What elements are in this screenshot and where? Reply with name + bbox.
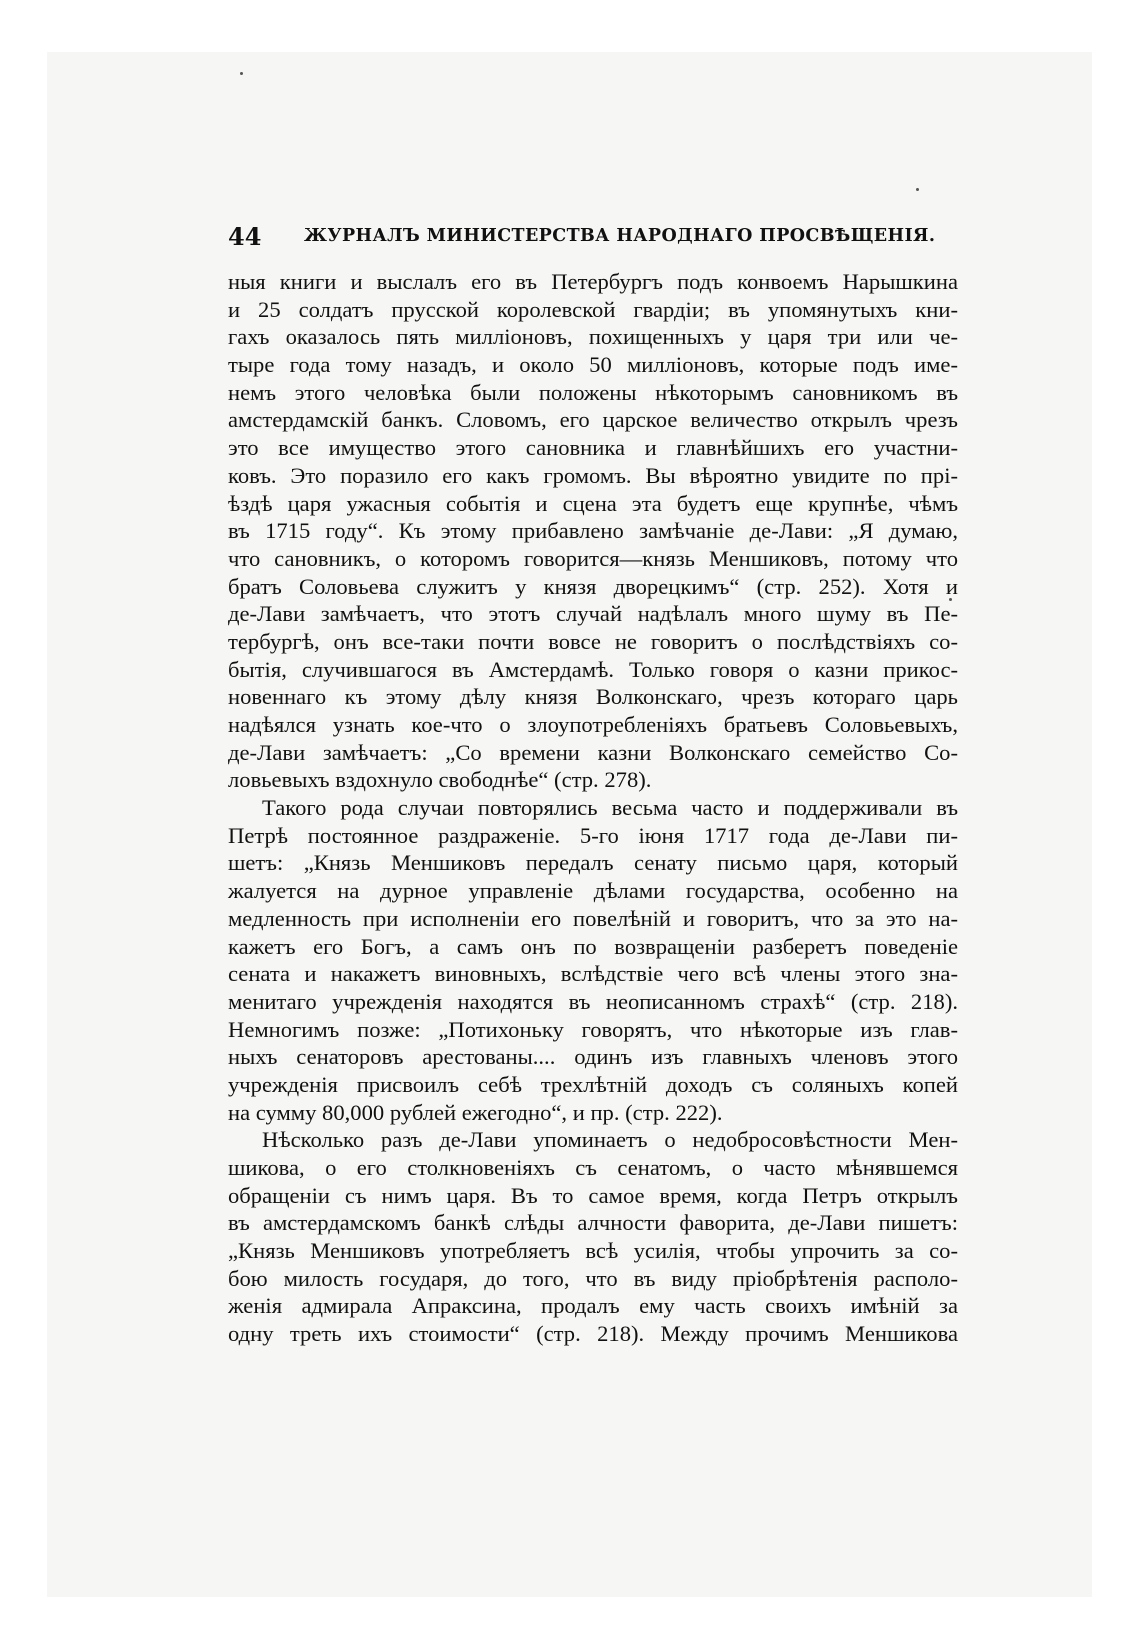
text-line: въ 1715 году“. Къ этому прибавлено замѣчаніе де-Лави: „Я думаю, [228,518,958,544]
text-line: жалуется на дурное управленіе дѣлами государства, особенно на [228,878,958,904]
text-line: на сумму 80,000 рублей ежегодно“, и пр. (стр. 222). [228,1099,723,1125]
text-line: Нѣсколько разъ де-Лави упоминаетъ о недобросовѣстности Мен- [262,1127,958,1153]
paragraph [228,794,958,1126]
text-line: гахъ оказалось пять милліоновъ, похищенныхъ у царя три или че- [228,324,958,350]
text-line: и 25 солдатъ прусской королевской гвардіи; въ упомянутыхъ кни- [228,296,958,322]
paragraph [228,268,958,794]
text-line: женія адмирала Апраксина, продалъ ему часть своихъ имѣній за [228,1293,958,1319]
text-line: Петрѣ постоянное раздраженіе. 5-го іюня 1717 года де-Лави пи- [228,822,958,848]
text-line: ѣздѣ царя ужасныя событія и сцена эта будетъ еще крупнѣе, чѣмъ [228,490,958,516]
text-line: одну треть ихъ стоимости“ (стр. 218). Между прочимъ Меншикова [228,1321,958,1347]
text-line: менитаго учрежденія находятся въ неописанномъ страхѣ“ (стр. 218). [228,988,958,1014]
text-line: ковъ. Это поразило его какъ громомъ. Вы вѣроятно увидите по прі- [228,462,958,488]
text-line: шетъ: „Князь Меншиковъ передалъ сенату письмо царя, который [228,850,958,876]
scan-speck [916,188,919,191]
text-line: де-Лави замѣчаетъ, что этотъ случай надѣлалъ много шуму въ Пе- [228,601,958,627]
text-line: Такого рода случаи повторялись весьма часто и поддерживали въ [262,795,958,821]
text-line: братъ Соловьева служитъ у князя дворецкимъ“ (стр. 252). Хотя и [228,573,958,599]
text-line: сената и накажетъ виновныхъ, вслѣдствіе чего всѣ члены этого зна- [228,961,958,987]
text-line: немъ этого человѣка были положены нѣкоторымъ сановникомъ въ [228,379,958,405]
text-line: ныя книги и выслалъ его въ Петербургъ подъ конвоемъ Нарышкина [228,269,958,294]
text-line: что сановникъ, о которомъ говорится—князь Меншиковъ, потому что [228,545,958,571]
text-line: кажетъ его Богъ, а самъ онъ по возвращеніи разберетъ поведеніе [228,933,958,959]
text-line: новеннаго къ этому дѣлу князя Волконскаго, чрезъ котораго царь [228,684,958,710]
text-line: ныхъ сенаторовъ арестованы.... одинъ изъ главныхъ членовъ этого [228,1044,958,1070]
text-line: де-Лави замѣчаетъ: „Со времени казни Волконскаго семейство Со- [228,739,958,765]
page-number: 44 [228,222,262,251]
running-title: ЖУРНАЛЪ МИНИСТЕРСТВА НАРОДНАГО ПРОСВѢЩЕНІЯ. [304,226,936,246]
text-line: это все имущество этого сановника и главнѣйшихъ его участни- [228,435,958,461]
scan-speck [240,72,243,75]
paragraph [228,1126,958,1348]
text-line: обращеніи съ нимъ царя. Въ то самое время, когда Петръ открылъ [228,1182,958,1208]
text-line: амстердамскій банкъ. Словомъ, его царское величество открылъ чрезъ [228,407,958,433]
text-line: шикова, о его столкновеніяхъ съ сенатомъ, о часто мѣнявшемся [228,1155,958,1180]
text-line: медленность при исполненіи его повелѣній и говоритъ, что за это на- [228,905,958,931]
text-line: въ амстердамскомъ банкѣ слѣды алчности фаворита, де-Лави пишетъ: [228,1210,958,1236]
text-line: учрежденія присвоилъ себѣ трехлѣтній доходъ съ соляныхъ копей [228,1071,958,1097]
body-text [228,268,958,1348]
page-header [228,222,936,256]
text-line: бытія, случившагося въ Амстердамѣ. Только говоря о казни прикос- [228,656,958,682]
text-line: тербургѣ, онъ все-таки почти вовсе не говоритъ о послѣдствіяхъ со- [228,628,958,654]
text-line: Немногимъ позже: „Потихоньку говорятъ, что нѣкоторые изъ глав- [228,1016,958,1042]
text-line: тыре года тому назадъ, и около 50 милліоновъ, которые подъ име- [228,352,958,378]
text-line: „Князь Меншиковъ употребляетъ всѣ усилія, чтобы упрочить за со- [228,1238,958,1264]
text-line: надѣялся узнать кое-что о злоупотребленіяхъ братьевъ Соловьевыхъ, [228,712,958,737]
text-line: бою милость государя, до того, что въ виду пріобрѣтенія располо- [228,1265,958,1291]
text-line: ловьевыхъ вздохнуло свободнѣе“ (стр. 278). [228,767,652,793]
